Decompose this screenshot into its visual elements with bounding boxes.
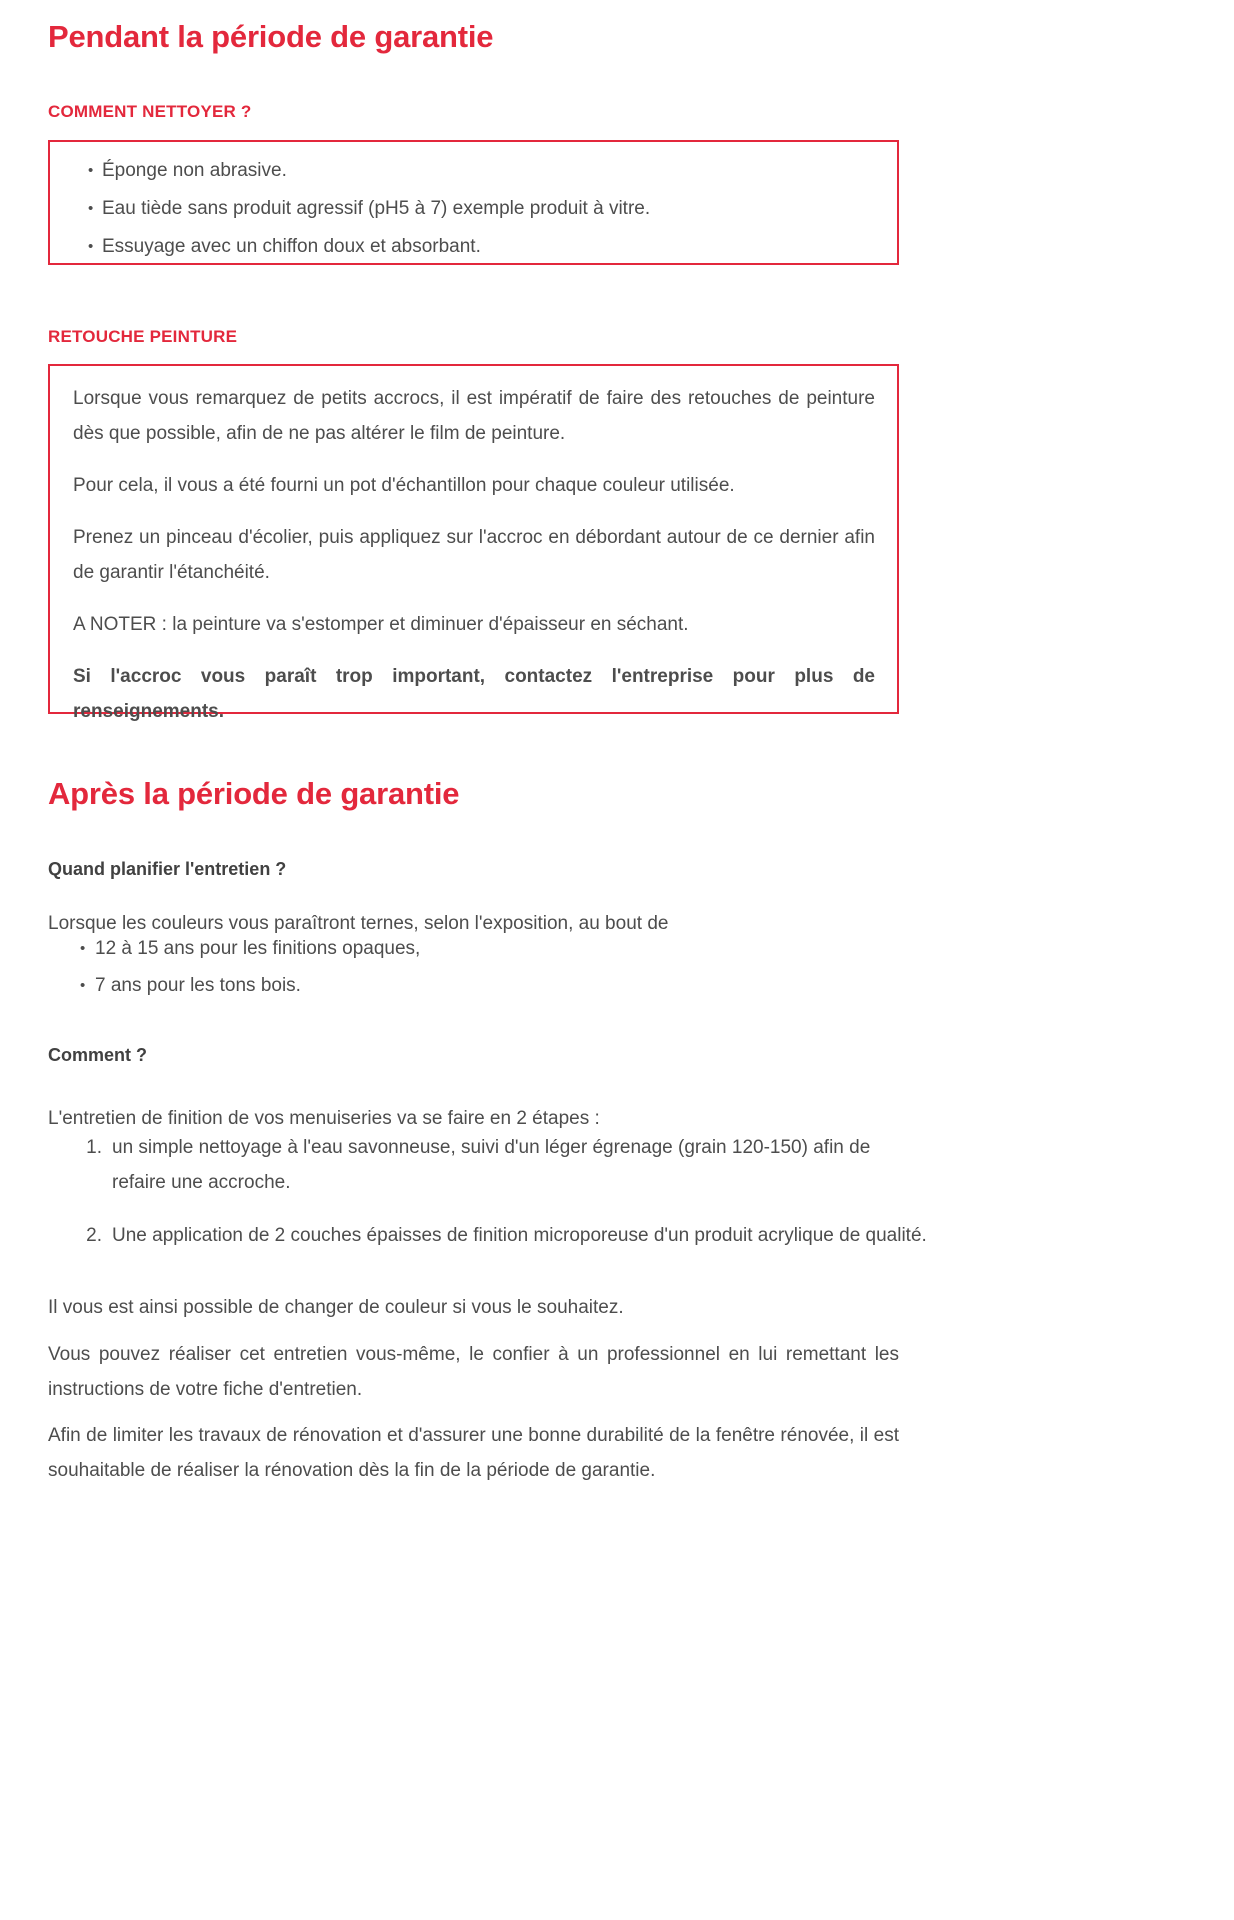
how-lead-text: L'entretien de finition de vos menuiseries va se faire en 2 étapes : <box>48 1108 600 1129</box>
section-title-after-warranty: Après la période de garantie <box>48 776 460 811</box>
list-item: • Essuyage avec un chiffon doux et absorbant. <box>88 228 878 266</box>
list-item: • 7 ans pour les tons bois. <box>80 967 780 1004</box>
paragraph: A NOTER : la peinture va s'estomper et diminuer d'épaisseur en séchant. <box>73 614 689 635</box>
heading-how: Comment ? <box>48 1045 147 1065</box>
paragraph: Il vous est ainsi possible de changer de couleur si vous le souhaitez. <box>48 1297 624 1318</box>
step-number: 1. <box>86 1137 102 1158</box>
step-text: un simple nettoyage à l'eau savonneuse, suivi d'un léger égrenage (grain 120-150) afin de refaire une accroche. <box>112 1137 871 1193</box>
paragraph: Lorsque vous remarquez de petits accrocs, il est impératif de faire des retouches de peinture dès que possible, afin de ne pas altérer le film de peinture. <box>73 388 875 444</box>
closing-paragraph-3-wrap <box>48 1418 899 1506</box>
list-item: • 12 à 15 ans pour les finitions opaques, <box>80 930 780 967</box>
paint-touchup-content <box>73 381 875 729</box>
paragraph: Pour cela, il vous a été fourni un pot d'échantillon pour chaque couleur utilisée. <box>73 475 735 496</box>
subsection-title-paint-touchup: RETOUCHE PEINTURE <box>48 327 238 346</box>
list-item <box>72 1130 928 1200</box>
paragraph-emphasis: Si l'accroc vous paraît trop important, contactez l'entreprise pour plus de renseignements. <box>73 666 875 722</box>
paint-touchup-box <box>48 364 899 722</box>
list-item <box>72 1218 928 1253</box>
paragraph: Vous pouvez réaliser cet entretien vous-même, le confier à un professionnel en lui remettant les instructions de votre fiche d'entretien. <box>48 1344 899 1400</box>
step-number: 2. <box>86 1225 102 1246</box>
paragraph: Prenez un pinceau d'écolier, puis appliquez sur l'accroc en débordant autour de ce dernier afin de garantir l'étanchéité. <box>73 527 875 583</box>
closing-paragraph-1-wrap <box>48 1290 899 1343</box>
maintenance-steps-list <box>72 1130 928 1271</box>
when-lead-text: Lorsque les couleurs vous paraîtront ternes, selon l'exposition, au bout de <box>48 913 669 934</box>
paragraph: Afin de limiter les travaux de rénovation et d'assurer une bonne durabilité de la fenêtre rénovée, il est souhaitable de réaliser la rénovation dès la fin de la période de garantie. <box>48 1425 899 1481</box>
list-item: • Éponge non abrasive. <box>88 152 878 190</box>
list-item: • Eau tiède sans produit agressif (pH5 à 7) exemple produit à vitre. <box>88 190 878 228</box>
subsection-title-how-to-clean: COMMENT NETTOYER ? <box>48 102 252 121</box>
heading-when-to-plan-maintenance: Quand planifier l'entretien ? <box>48 859 287 879</box>
cleaning-instructions-box <box>48 140 899 265</box>
step-text: Une application de 2 couches épaisses de finition microporeuse d'un produit acrylique de qualité. <box>112 1225 927 1246</box>
closing-paragraph-2-wrap <box>48 1337 899 1425</box>
cleaning-instructions-list <box>88 152 878 266</box>
section-title-during-warranty: Pendant la période de garantie <box>48 19 494 54</box>
maintenance-interval-list <box>80 930 780 1004</box>
